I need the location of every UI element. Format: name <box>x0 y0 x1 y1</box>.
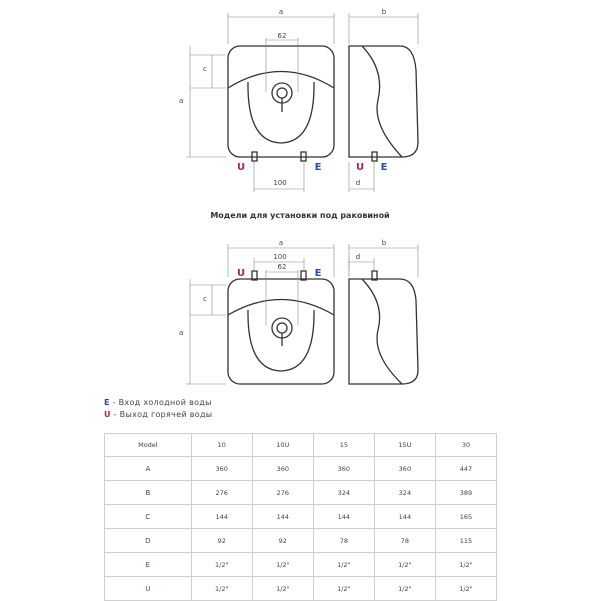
dim-62-label: 62 <box>277 32 287 40</box>
legend-hot-text: - Выход горячей воды <box>110 410 213 419</box>
legend-cold <box>104 398 212 407</box>
dim-a-height-label: a <box>179 329 184 337</box>
bottom-port-e: E <box>314 268 322 279</box>
bottom-port-u: U <box>236 268 246 279</box>
legend-cold-text: - Вход холодной воды <box>109 398 212 407</box>
table-cell: 360 <box>252 457 313 481</box>
dim-62-label: 62 <box>277 263 287 271</box>
table-cell: 360 <box>191 457 252 481</box>
table-cell: 324 <box>374 481 435 505</box>
dim-a-height-label: a <box>179 97 184 105</box>
row-label: A <box>105 457 192 481</box>
header-cell: 30 <box>435 434 496 457</box>
dim-a-label: a <box>278 239 284 247</box>
dim-b-label: b <box>381 239 387 247</box>
dim-c-label: c <box>203 65 207 73</box>
table-cell: 1/2" <box>374 577 435 601</box>
table-cell: 1/2" <box>252 553 313 577</box>
dim-100-label: 100 <box>273 179 287 187</box>
side-outline <box>349 46 418 157</box>
table-cell: 144 <box>374 505 435 529</box>
dim-b-label: b <box>381 8 387 16</box>
header-cell: Model <box>105 434 192 457</box>
table-cell: 1/2" <box>191 577 252 601</box>
tank-outline <box>228 279 334 384</box>
row-label: U <box>105 577 192 601</box>
table-cell: 276 <box>191 481 252 505</box>
legend-hot <box>104 410 212 419</box>
table-cell: 1/2" <box>374 553 435 577</box>
top-port-u: U <box>236 162 246 173</box>
tank-panel <box>248 82 314 143</box>
table-cell: 144 <box>252 505 313 529</box>
header-cell: 10 <box>191 434 252 457</box>
row-label: D <box>105 529 192 553</box>
spec-table <box>104 433 497 601</box>
side-curve <box>362 46 402 157</box>
side-port-u: U <box>355 162 365 173</box>
table-cell: 144 <box>313 505 374 529</box>
dim-d-label: d <box>355 179 361 187</box>
tank-arc <box>228 72 334 89</box>
table-row <box>105 577 497 601</box>
bottom-front-view <box>179 239 334 384</box>
table-cell: 276 <box>252 481 313 505</box>
table-cell: 324 <box>313 481 374 505</box>
thermostat-knob-inner <box>277 323 287 333</box>
table-cell: 389 <box>435 481 496 505</box>
installation-subtitle: Модели для установки под раковиной <box>210 211 390 220</box>
table-cell: 1/2" <box>252 577 313 601</box>
top-port-e: E <box>314 162 322 173</box>
table-cell: 92 <box>191 529 252 553</box>
table-cell: 1/2" <box>435 553 496 577</box>
table-header-row <box>105 434 497 457</box>
legend-cold-letter: E <box>104 398 110 407</box>
thermostat-knob-inner <box>277 88 287 98</box>
table-row <box>105 505 497 529</box>
table-cell: 78 <box>374 529 435 553</box>
table-cell: 115 <box>435 529 496 553</box>
table-cell: 360 <box>374 457 435 481</box>
header-cell: 15U <box>374 434 435 457</box>
table-cell: 1/2" <box>191 553 252 577</box>
side-outline <box>349 279 418 384</box>
legend-hot-letter: U <box>104 410 111 419</box>
dim-d-label: d <box>355 253 361 261</box>
top-front-view <box>179 8 334 192</box>
table-cell: 447 <box>435 457 496 481</box>
table-row <box>105 457 497 481</box>
table-cell: 1/2" <box>435 577 496 601</box>
top-side-view <box>349 8 418 192</box>
tank-panel <box>248 310 314 371</box>
bottom-side-view <box>349 239 418 384</box>
table-cell: 1/2" <box>313 577 374 601</box>
tank-outline <box>228 46 334 157</box>
row-label: C <box>105 505 192 529</box>
row-label: E <box>105 553 192 577</box>
tank-arc <box>228 300 334 316</box>
side-curve <box>362 279 402 384</box>
table-cell: 165 <box>435 505 496 529</box>
dim-100-label: 100 <box>273 253 287 261</box>
dim-c-label: c <box>203 295 207 303</box>
row-label: B <box>105 481 192 505</box>
side-port-e: E <box>380 162 388 173</box>
table-cell: 360 <box>313 457 374 481</box>
table-cell: 92 <box>252 529 313 553</box>
table-cell: 1/2" <box>313 553 374 577</box>
table-row <box>105 553 497 577</box>
table-cell: 144 <box>191 505 252 529</box>
dim-a-label: a <box>278 8 284 16</box>
header-cell: 15 <box>313 434 374 457</box>
header-cell: 10U <box>252 434 313 457</box>
table-cell: 78 <box>313 529 374 553</box>
table-row <box>105 529 497 553</box>
table-row <box>105 481 497 505</box>
